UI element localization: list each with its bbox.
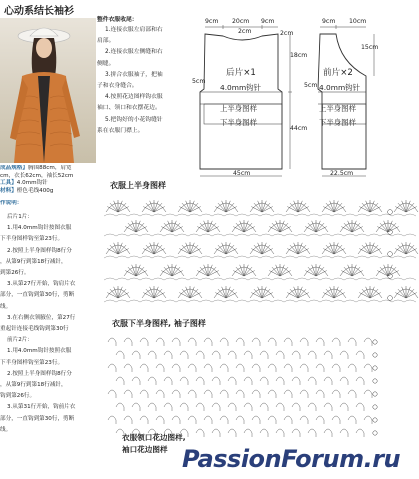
row-marker (373, 353, 377, 357)
instruction-line: 线。 (0, 303, 12, 310)
shell-motif (358, 242, 382, 254)
mesh-arch (364, 364, 372, 368)
assembly-step: 3.拼合衣服袖子，把袖 (105, 71, 163, 78)
spec-label: 成品规格】 (0, 165, 28, 171)
shell-motif (178, 286, 202, 298)
mesh-arch (236, 338, 244, 342)
front-piece-name: 前片×2 (323, 68, 353, 78)
mesh-arch (252, 364, 260, 368)
mesh-arch (332, 338, 340, 342)
row-marker (373, 405, 377, 409)
assembly-notes (97, 16, 189, 137)
shell-motif (286, 242, 310, 254)
mesh-arch (204, 390, 212, 394)
mesh-arch (300, 416, 308, 420)
mesh-arch (316, 390, 324, 394)
mesh-arch (156, 338, 164, 342)
mesh-arch (172, 338, 180, 342)
mesh-arch (236, 416, 244, 420)
shell-motif (340, 220, 364, 232)
shell-motif (232, 220, 256, 232)
mesh-arch (324, 351, 332, 355)
mesh-arch (356, 403, 364, 407)
back-upper-label: 上半身图样 (220, 104, 257, 113)
mesh-arch (348, 338, 356, 342)
instruction-line: 后片1片： (7, 214, 33, 220)
row-marker (373, 340, 377, 344)
assembly-step: 子和衣身缝合。 (97, 83, 138, 90)
row-marker (388, 210, 393, 215)
mesh-arch (172, 416, 180, 420)
spec-label: 工具】 (0, 180, 17, 187)
mesh-arch (140, 416, 148, 420)
shell-motif (214, 286, 238, 298)
mesh-arch (204, 364, 212, 368)
mesh-arch (180, 377, 188, 381)
mesh-arch (340, 351, 348, 355)
mesh-arch (124, 338, 132, 342)
mesh-arch (340, 429, 348, 433)
instruction-line: 1.用4.0mm钩针按照衣服 (7, 348, 72, 355)
mesh-arch (180, 351, 188, 355)
spec-value: cm，衣长62cm，袖长52cm (0, 172, 74, 179)
mesh-arch (308, 403, 316, 407)
assembly-heading: 整件衣服收尾： (97, 17, 138, 23)
mesh-arch (268, 364, 276, 368)
model-illustration (0, 18, 96, 163)
mesh-arch (244, 377, 252, 381)
mesh-arch (140, 364, 148, 368)
back-dim-neck: 20cm (232, 18, 250, 25)
spec-value: 橙色毛线400g (16, 187, 54, 194)
mesh-arch (324, 403, 332, 407)
mesh-arch (260, 429, 268, 433)
mesh-arch (260, 351, 268, 355)
mesh-arch (212, 403, 220, 407)
mesh-arch (156, 364, 164, 368)
back-dim-shoulder-r: 9cm (261, 18, 275, 25)
row-marker (373, 379, 377, 383)
mesh-arch (252, 338, 260, 342)
mesh-arch (196, 403, 204, 407)
mesh-arch (108, 364, 116, 368)
shell-motif (358, 200, 382, 212)
shell-motif (394, 286, 418, 298)
shell-motif (124, 264, 148, 276)
instruction-line: 3.从第27行开始，钩肩片衣 (7, 281, 76, 288)
chain-row (104, 214, 416, 216)
mesh-arch (220, 390, 228, 394)
shell-motif (376, 220, 400, 232)
mesh-arch (228, 403, 236, 407)
spec-value: 4.0mm钩针 (16, 180, 48, 187)
mesh-arch (140, 338, 148, 342)
shell-motif (196, 220, 220, 232)
mesh-arch (284, 390, 292, 394)
spec-row (0, 188, 100, 196)
spec-label: 材料】 (0, 187, 17, 194)
spec-row (0, 180, 100, 188)
mesh-arch (252, 416, 260, 420)
instruction-line: 部分，一直钩到第30行，剪断 (0, 415, 75, 422)
mesh-arch (276, 403, 284, 407)
instruction-line: 1.用4.0mm钩针按图衣服 (7, 225, 72, 232)
mesh-arch (180, 403, 188, 407)
shell-motif (160, 264, 184, 276)
shell-motif (322, 286, 346, 298)
instruction-line: 下半身图样钩至第23行。 (0, 236, 64, 243)
mesh-arch (292, 429, 300, 433)
upper-stitch-chart (100, 188, 419, 313)
mesh-arch (276, 429, 284, 433)
back-dim-slope: 2cm (280, 30, 294, 37)
mesh-arch (196, 429, 204, 433)
shell-motif (106, 200, 130, 212)
row-marker (388, 296, 393, 301)
shell-motif (178, 200, 202, 212)
row-marker (373, 431, 377, 435)
shell-motif (268, 264, 292, 276)
mesh-arch (308, 429, 316, 433)
assembly-step: 肩部。 (97, 38, 115, 45)
mesh-arch (292, 403, 300, 407)
mesh-arch (348, 416, 356, 420)
upper-chart-title: 衣服上半身图样 (110, 181, 166, 190)
instructions-heading: 作说明： (0, 200, 23, 206)
assembly-step: 5.把钩好的小花钩缝针 (105, 116, 163, 123)
instruction-line: ，从第9行到第18行减针， (0, 258, 67, 265)
shell-motif (178, 242, 202, 254)
mesh-arch (244, 429, 252, 433)
row-marker (373, 366, 377, 370)
assembly-step: 4.按照花边图样钩衣服 (105, 94, 163, 101)
mesh-arch (148, 377, 156, 381)
shell-motif (340, 264, 364, 276)
mesh-arch (220, 338, 228, 342)
mesh-arch (116, 403, 124, 407)
mesh-arch (140, 390, 148, 394)
mesh-arch (356, 351, 364, 355)
front-dim-side-upper: 5cm (304, 82, 318, 89)
mesh-arch (196, 351, 204, 355)
shell-motif (286, 286, 310, 298)
mesh-arch (276, 377, 284, 381)
chain-row (104, 256, 416, 258)
back-yarn: 4.0mm钩针 (220, 83, 261, 92)
mesh-arch (324, 377, 332, 381)
mesh-arch (236, 364, 244, 368)
instructions-list (0, 212, 100, 436)
front-dim-neck: 10cm (349, 18, 367, 25)
shell-motif (394, 200, 418, 212)
mesh-arch (156, 416, 164, 420)
mesh-arch (188, 338, 196, 342)
mesh-arch (188, 390, 196, 394)
mesh-arch (244, 403, 252, 407)
instruction-line: 前片2片： (7, 337, 33, 344)
mesh-arch (164, 403, 172, 407)
mesh-arch (268, 338, 276, 342)
assembly-step: 1.连接衣服左肩部和右 (105, 27, 163, 33)
mesh-arch (348, 364, 356, 368)
edge-chart-title-line: 衣服领口花边图样, (122, 433, 186, 442)
mesh-arch (276, 351, 284, 355)
shell-motif (304, 220, 328, 232)
mesh-arch (148, 403, 156, 407)
mesh-arch (164, 377, 172, 381)
mesh-arch (260, 377, 268, 381)
mesh-arch (364, 416, 372, 420)
shell-motif (160, 220, 184, 232)
instruction-line: 2.按照上半身图样钩8行分 (7, 247, 72, 254)
mesh-arch (212, 351, 220, 355)
shell-motif (142, 286, 166, 298)
back-dim-armhole: 18cm (290, 52, 308, 59)
back-dim-shoulder-l: 9cm (205, 18, 219, 25)
front-dim-neck-depth: 15cm (361, 44, 379, 51)
instruction-line: 重起针连接毛线钩到第30行 (0, 326, 69, 333)
mesh-arch (172, 390, 180, 394)
spec-value: 胸围88cm，肩宽 (27, 165, 72, 171)
mesh-arch (260, 403, 268, 407)
mesh-arch (244, 351, 252, 355)
front-dim-shoulder: 9cm (322, 18, 336, 25)
chain-row (104, 278, 416, 280)
assembly-step: 2.连接衣服左侧缝和右 (105, 49, 163, 56)
spec-list (0, 165, 100, 195)
mesh-arch (188, 364, 196, 368)
mesh-arch (308, 377, 316, 381)
back-lower-label: 下半身图样 (220, 118, 257, 127)
mesh-arch (188, 416, 196, 420)
shell-motif (142, 200, 166, 212)
mesh-arch (132, 403, 140, 407)
mesh-arch (292, 377, 300, 381)
mesh-arch (204, 338, 212, 342)
mesh-arch (132, 351, 140, 355)
instruction-line: 3.从第31行开始，钩前片衣 (7, 404, 76, 411)
instruction-line: 到第26行。 (0, 270, 30, 277)
assembly-step: 系在衣服门襟上。 (97, 127, 144, 134)
shell-motif (358, 286, 382, 298)
instruction-line: 钩到第26行。 (0, 393, 36, 400)
mesh-arch (116, 377, 124, 381)
shell-motif (304, 264, 328, 276)
lower-stitch-chart (100, 328, 419, 440)
shell-motif (376, 264, 400, 276)
assembly-step: 侧缝。 (97, 60, 115, 67)
back-piece-name: 后片×1 (226, 68, 256, 78)
shell-motif (250, 242, 274, 254)
mesh-arch (284, 338, 292, 342)
row-marker (373, 392, 377, 396)
mesh-arch (300, 390, 308, 394)
mesh-arch (212, 377, 220, 381)
mesh-arch (148, 351, 156, 355)
back-dim-body: 44cm (290, 125, 308, 132)
mesh-arch (300, 338, 308, 342)
mesh-arch (316, 338, 324, 342)
mesh-arch (204, 416, 212, 420)
shell-motif (214, 242, 238, 254)
lower-chart-title: 衣服下半身图样, 袖子图样 (112, 319, 206, 328)
mesh-arch (292, 351, 300, 355)
front-yarn: 4.0mm钩针 (319, 83, 360, 92)
shell-motif (322, 200, 346, 212)
mesh-arch (108, 390, 116, 394)
shell-motif (250, 286, 274, 298)
back-dim-side-upper: 5cm (192, 78, 206, 85)
mesh-arch (124, 364, 132, 368)
chain-row (104, 234, 416, 236)
pattern-title: 心动系结长袖衫 (4, 6, 74, 17)
mesh-arch (364, 338, 372, 342)
front-upper-label: 上半身图样 (319, 104, 356, 113)
mesh-arch (108, 416, 116, 420)
assembly-step: 袖口、领口和衣摆花边。 (97, 105, 161, 112)
mesh-arch (220, 416, 228, 420)
watermark-text: PassionForum.ru (182, 445, 401, 473)
shell-motif (106, 286, 130, 298)
instruction-line: 2.按照上半身图样钩8行分 (7, 370, 72, 377)
mesh-arch (228, 429, 236, 433)
instruction-line: ，从第9行到第18行减针， (0, 382, 67, 389)
mesh-arch (228, 377, 236, 381)
shell-motif (250, 200, 274, 212)
mesh-arch (332, 416, 340, 420)
shell-motif (124, 220, 148, 232)
mesh-arch (108, 338, 116, 342)
shell-motif (322, 242, 346, 254)
instruction-line: 3.在右侧衣领腋位，第27行 (7, 314, 76, 321)
mesh-arch (164, 351, 172, 355)
row-marker (373, 418, 377, 422)
back-piece-outline (200, 34, 282, 169)
mesh-arch (172, 364, 180, 368)
mesh-arch (332, 364, 340, 368)
shell-motif (232, 264, 256, 276)
mesh-arch (212, 429, 220, 433)
mesh-arch (116, 351, 124, 355)
shell-motif (214, 200, 238, 212)
mesh-arch (340, 377, 348, 381)
spec-row (0, 165, 100, 173)
shell-motif (394, 242, 418, 254)
shell-motif (286, 200, 310, 212)
mesh-arch (284, 416, 292, 420)
shell-motif (106, 242, 130, 254)
mesh-arch (252, 390, 260, 394)
mesh-arch (332, 390, 340, 394)
mesh-arch (364, 390, 372, 394)
instruction-line: 线。 (0, 426, 12, 433)
mesh-arch (284, 364, 292, 368)
mesh-arch (356, 429, 364, 433)
row-marker (388, 252, 393, 257)
schematic-diagram (190, 14, 419, 184)
instruction-line: 下半身图样钩至第23行。 (0, 359, 64, 366)
front-lower-label: 下半身图样 (319, 118, 356, 127)
mesh-arch (268, 416, 276, 420)
instruction-line: 部分，一直钩到第30行，剪断 (0, 292, 75, 299)
mesh-arch (220, 364, 228, 368)
mesh-arch (124, 390, 132, 394)
shell-motif (142, 242, 166, 254)
mesh-arch (228, 351, 236, 355)
mesh-arch (348, 390, 356, 394)
front-dim-width: 22.5cm (330, 170, 354, 177)
shell-motif (268, 220, 292, 232)
mesh-arch (132, 377, 140, 381)
mesh-arch (340, 403, 348, 407)
chain-row (104, 300, 416, 302)
mesh-arch (316, 364, 324, 368)
back-dim-neck-drop: 2cm (238, 28, 252, 35)
mesh-arch (324, 429, 332, 433)
edge-chart-title-line: 袖口花边图样 (122, 445, 168, 454)
mesh-arch (124, 416, 132, 420)
shell-motif (196, 264, 220, 276)
model-photo (0, 18, 96, 163)
mesh-arch (236, 390, 244, 394)
mesh-arch (196, 377, 204, 381)
mesh-arch (300, 364, 308, 368)
mesh-arch (268, 390, 276, 394)
mesh-arch (308, 351, 316, 355)
mesh-arch (316, 416, 324, 420)
front-piece-outline (318, 34, 366, 169)
mesh-arch (156, 390, 164, 394)
back-dim-width: 45cm (233, 170, 251, 177)
mesh-arch (356, 377, 364, 381)
